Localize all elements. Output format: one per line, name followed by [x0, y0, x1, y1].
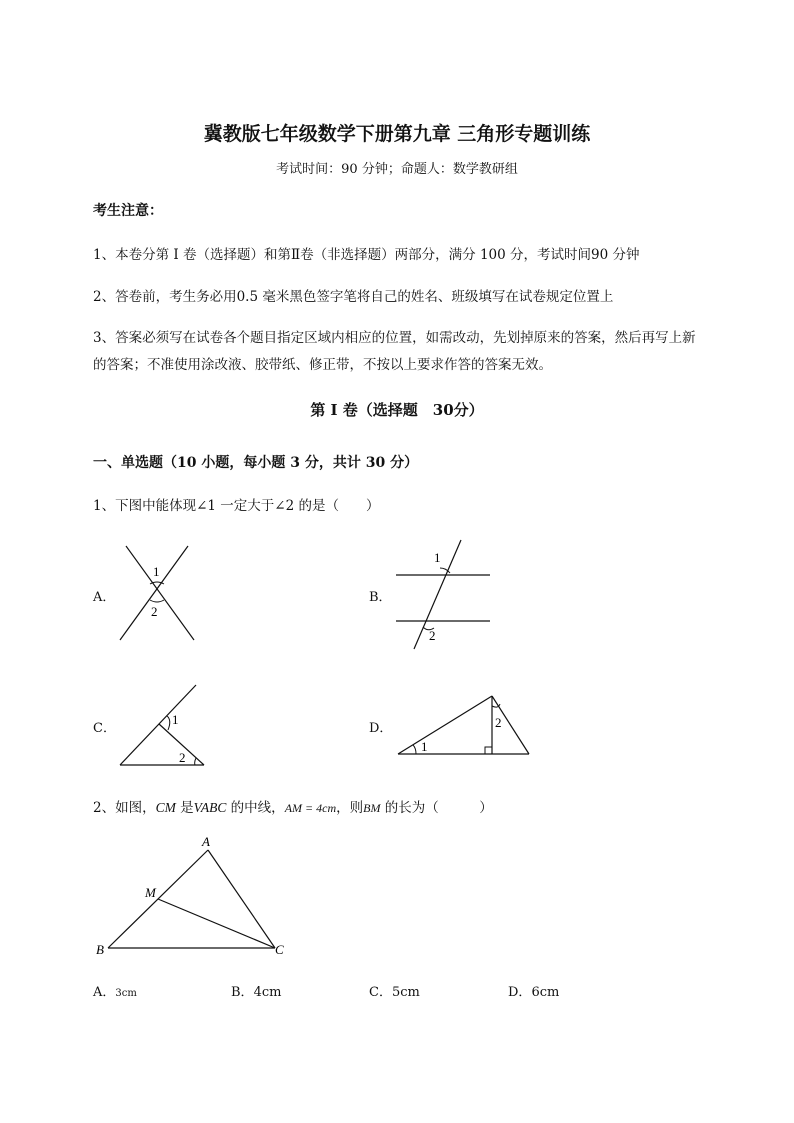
section-title: 第 I 卷（选择题 30分）: [310, 401, 484, 419]
q2-stem-text: 的中线，: [226, 800, 285, 816]
angle-arc: [195, 758, 196, 765]
q1-stem: 1、下图中能体现∠1 一定大于∠2 的是（ ）: [93, 498, 380, 514]
angle-arc: [413, 745, 416, 754]
q2-var-cm: CM: [155, 800, 176, 815]
q1-option-a-label[interactable]: A．: [93, 590, 116, 605]
side-ac: [208, 850, 275, 948]
q2-stem-suffix: 的长为（ ）: [380, 800, 493, 816]
notice-item-2: 2、答卷前，考生务必用0.5 毫米黑色签字笔将自己的姓名、班级填写在试卷规定位置上: [93, 289, 614, 305]
vertex-label-m: M: [145, 885, 156, 900]
option-label: D．: [508, 985, 532, 1000]
right-angle-mark: [485, 747, 492, 754]
q1-figure-d: [394, 690, 534, 760]
q2-var-bm: BM: [363, 801, 381, 815]
q2-option-a[interactable]: [93, 981, 137, 1000]
angle-label-1: 1: [172, 712, 179, 727]
option-text: 3cm: [115, 988, 137, 999]
q2-option-c[interactable]: [369, 981, 420, 1000]
notice-item-3-cont: 的答案；不准使用涂改液、胶带纸、修正带，不按以上要求作答的答案无效。: [93, 357, 552, 373]
q1-figure-b: [392, 538, 496, 654]
q1-option-c-label[interactable]: C．: [93, 721, 116, 736]
angle-arc: [167, 716, 170, 730]
q2-stem: [93, 796, 493, 816]
angle-label-2: 2: [429, 628, 436, 643]
line: [398, 696, 492, 754]
q2-option-b[interactable]: [231, 981, 281, 1000]
angle-label-1: 1: [421, 739, 428, 754]
q2-given: AM = 4cm: [284, 801, 337, 815]
q2-option-d[interactable]: [508, 981, 559, 1000]
angle-label-1: 1: [434, 550, 441, 565]
option-text: 5cm: [391, 985, 420, 1000]
angle-label-2: 2: [495, 715, 502, 730]
option-label: C．: [369, 985, 392, 1000]
q1-figure-a: [112, 542, 202, 642]
notice-item-1: 1、本卷分第 I 卷（选择题）和第Ⅱ卷（非选择题）两部分，满分 100 分，考试时间90 分钟: [93, 247, 640, 263]
q2-stem-text: ，则: [336, 800, 364, 816]
line: [120, 546, 188, 640]
notice-item-3: 3、答案必须写在试卷各个题目指定区域内相应的位置，如需改动，先划掉原来的答案，然后再写上新: [93, 330, 696, 346]
q2-stem-prefix: 2、如图，: [93, 800, 156, 816]
option-label: B．: [231, 985, 254, 1000]
notice-heading: 考生注意：: [93, 203, 163, 219]
q2-figure: [92, 830, 296, 960]
option-text: 6cm: [531, 985, 560, 1000]
document-subtitle: 考试时间：90 分钟；命题人：数学教研组: [276, 162, 518, 177]
angle-label-1: 1: [153, 564, 160, 579]
q2-var-triangle: VABC: [193, 800, 227, 815]
angle-label-2: 2: [179, 750, 186, 765]
angle-arc: [150, 600, 164, 602]
q1-figure-c: [116, 682, 210, 770]
vertex-label-c: C: [275, 942, 284, 957]
document-title: 冀教版七年级数学下册第九章 三角形专题训练: [203, 123, 591, 145]
option-label: A．: [93, 985, 116, 1000]
angle-label-2: 2: [151, 604, 158, 619]
q1-option-d-label[interactable]: D．: [369, 721, 393, 736]
q2-stem-text: 是: [175, 800, 194, 816]
part1-heading: 一、单选题（10 小题，每小题 3 分，共计 30 分）: [93, 455, 419, 471]
q1-option-b-label[interactable]: B．: [369, 590, 392, 605]
vertex-label-b: B: [96, 942, 104, 957]
option-text: 4cm: [253, 985, 282, 1000]
vertex-label-a: A: [202, 834, 210, 849]
line: [126, 546, 194, 640]
median-cm: [158, 899, 275, 948]
